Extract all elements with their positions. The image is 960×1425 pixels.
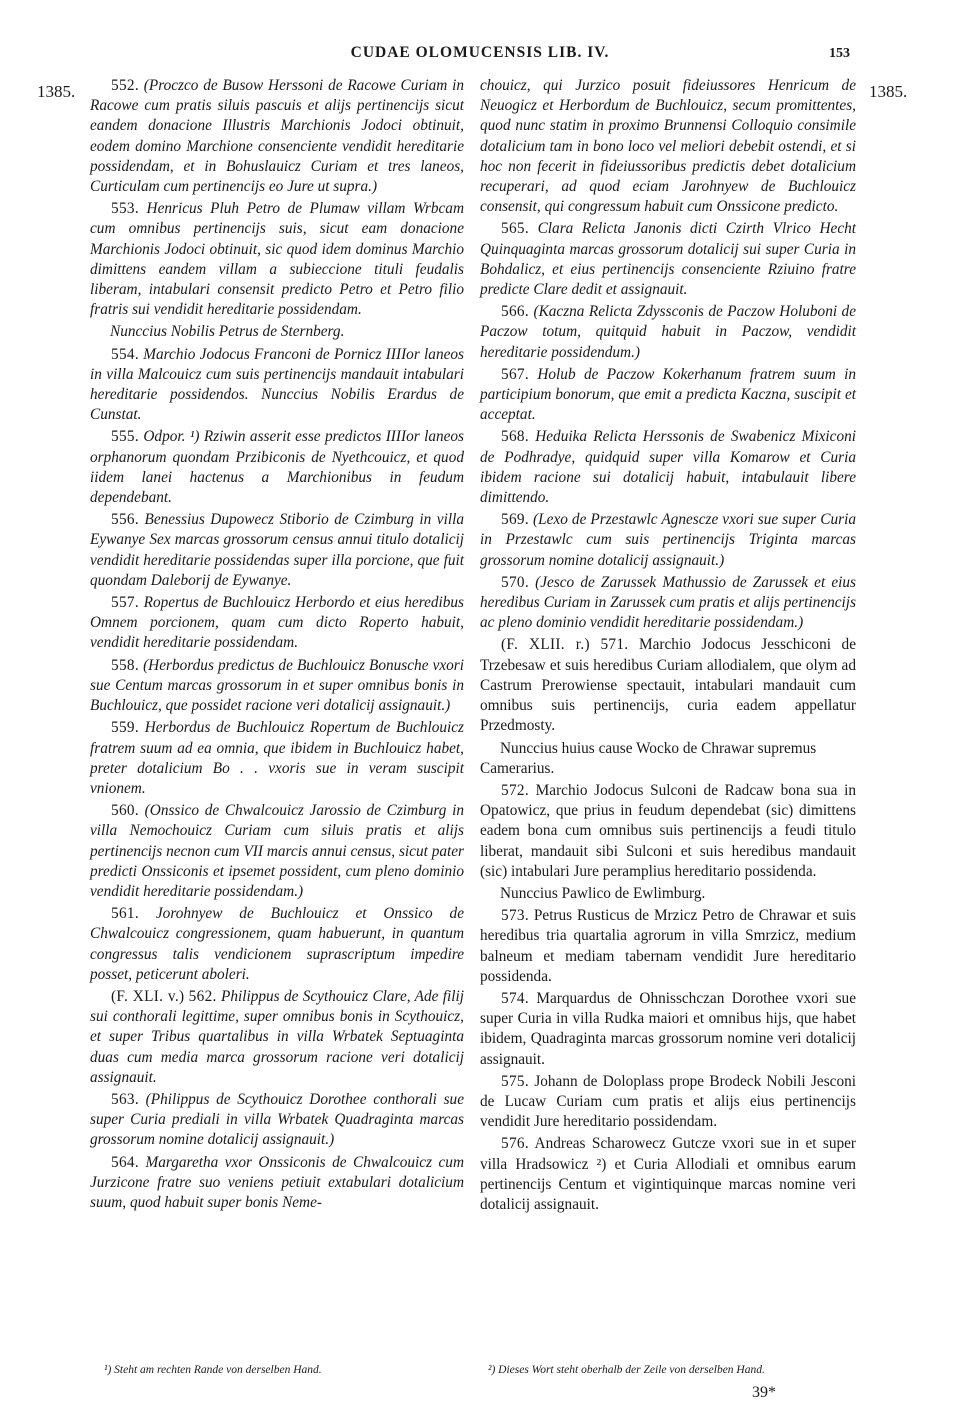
entry-number: 568.: [501, 428, 529, 446]
entry-text: Marquardus de Ohnisschczan Dorothee vxori sue super Curia in villa Rudka maiori et omnibus hijs, que habet ibidem, Quadraginta marcas grossorum nomine veri dotalicij assignauit.: [480, 989, 856, 1068]
entry-number: 570.: [501, 573, 529, 591]
entry-text: Philippus de Scythouicz Clare, Ade filij sui conthorali legittime, super omnibus bonis in Scythouicz, et super Tribus quartalibus in villa Wrbatek Septuaginta duas cum media marca grossorum racione veri dotalicij assignauit.: [90, 987, 464, 1086]
entry-paragraph: [90, 76, 464, 197]
entry-paragraph: [90, 593, 464, 654]
entry-paragraph: [480, 635, 856, 736]
entry-number: 572.: [501, 781, 529, 799]
entry-number: 574.: [501, 989, 529, 1007]
entry-number: 564.: [111, 1153, 139, 1171]
entry-paragraph: [90, 510, 464, 591]
year-margin-left: 1385.: [37, 82, 76, 101]
folio-reference: (F. XLI. v.): [111, 987, 185, 1005]
entry-paragraph: [480, 781, 856, 882]
entry-text: Jorohnyew de Buchlouicz et Onssico de Chwalcouicz congressionem, quam habuerunt, in quantum congressus talis vendicionem suprascriptum impedire posset, peticerunt aboleri.: [90, 905, 464, 983]
entry-text: Marchio Jodocus Jesschiconi de Trzebesaw et suis heredibus Curiam allodialem, que olym ad Castrum Prerowiense spectauit, intabulari mandauit cum omnibus suis pertinencijs, curia eadem appellatur Przedmosty.: [480, 636, 856, 735]
entry-number: 556.: [111, 511, 139, 529]
entry-text: Holub de Paczow Kokerhanum fratrem suum in participium bonorum, que emit a predicta Kaczna, suscipit et acceptat.: [480, 365, 856, 424]
entry-number: 561.: [111, 905, 139, 923]
entry-number: 562.: [188, 987, 217, 1005]
right-text-column: [480, 76, 856, 1217]
entry-number: 560.: [111, 802, 139, 820]
entry-paragraph: [480, 510, 856, 571]
entry-paragraph: [90, 427, 464, 508]
entry-paragraph: [90, 987, 464, 1088]
entry-text: Marchio Jodocus Franconi de Pornicz IIIIor laneos in villa Malcouicz cum suis pertinencijs mandauit intabulari hereditarie possidendos. Nunccius Nobilis Erardus de Cunstat.: [90, 345, 464, 424]
entry-paragraph: [480, 302, 856, 363]
entry-paragraph: [90, 199, 464, 320]
entry-number: 573.: [501, 907, 529, 925]
entry-text: Clara Relicta Janonis dicti Czirth Vlrico Hecht Quinquaginta marcas grossorum dotalicij sui super Curia in Bohdalicz, et eius pertinencijs consenciente Rziuino fratre predicte Clare dedit et assignauit.: [480, 220, 857, 299]
entry-number: 569.: [501, 511, 529, 529]
entry-text: Ropertus de Buchlouicz Herbordo et eius heredibus Omnem porcionem, quam cum dicto Roperto habuit, vendidit hereditarie possidendam.: [90, 594, 465, 652]
entry-number: 567.: [501, 365, 529, 383]
entry-text: Benessius Dupowecz Stiborio de Czimburg in villa Eywanye Sex marcas grossorum census annui titulo dotalicij vendidit hereditarie possidendas super illa porcione, que fuit quondam Daleborij de Eywanye.: [90, 511, 464, 589]
signature-mark: 39*: [752, 1384, 776, 1401]
entry-text: Johann de Doloplass prope Brodeck Nobili Jesconi de Lucaw Curiam cum pratis et alijs eius pertinencijs vendidit Jure hereditario possidendam.: [480, 1072, 856, 1131]
entry-text: (Proczco de Busow Herssoni de Racowe Curiam in Racowe cum pratis siluis pascuis et alijs pertinencijs sicut eandem donacione Illustris Marchionis Jodoci obtinuit, eodem domino Marchione consenciente vendidit hereditarie possidendam, et in Bohuslauicz Curiam et tres laneos, Curticulam cum pertinencijs eo Jure ut supra.): [90, 77, 464, 196]
left-text-column: [90, 76, 464, 1215]
messenger-note: Nunccius Pawlico de Ewlimburg.: [500, 884, 706, 902]
entry-paragraph: [90, 801, 464, 902]
folio-reference: (F. XLII. r.): [501, 636, 590, 654]
entry-text: (Lexo de Przestawlc Agnescze vxori sue super Curia in Przestawlc cum suis pertinencijs Triginta marcas grossorum nomine dotalicij assignauit.): [480, 511, 856, 569]
entry-paragraph: [480, 1134, 856, 1215]
entry-paragraph: [480, 427, 856, 508]
entry-text: Odpor. ¹) Rziwin asserit esse predictos IIIIor laneos orphanorum quondam Przibiconis de Nyethcouicz, et quod iidem lanei hactenus a Marchionibus in feudum dependebant.: [90, 428, 465, 507]
entry-text: (Onssico de Chwalcouicz Jarossio de Czimburg in villa Nemochouicz Curiam cum siluis pratis et alijs pertinencijs necnon cum VII marcis annui census, sicut pater predicti Onssiconis et ipsemet possident, cum pleno dominio vendidit hereditarie possidendam.): [90, 802, 464, 900]
entry-paragraph: [90, 1153, 464, 1214]
entry-number: 576.: [501, 1135, 529, 1153]
entry-number: 557.: [111, 594, 139, 612]
entry-number: 563.: [111, 1090, 139, 1108]
footnote-left: ¹) Steht am rechten Rande von derselben Hand.: [104, 1364, 322, 1376]
entry-text: Margaretha vxor Onssiconis de Chwalcouicz cum Jurzicone fratre suo veniens petiuit extabulari dotalicium suum, quod habuit super bonis Neme-: [90, 1153, 464, 1211]
entry-paragraph: [480, 573, 856, 634]
entry-number: 553.: [111, 200, 139, 218]
entry-text: Heduika Relicta Herssonis de Swabenicz Mixiconi de Podhradye, quidquid super villa Komarow et Curia ibidem racione sui dotalicij habuit, intabulauit libere dimittendo.: [480, 428, 856, 507]
entry-text: (Herbordus predictus de Buchlouicz Bonusche vxori sue Centum marcas grossorum in et super omnibus bonis in Buchlouicz, que possidet racione veri dotalicij assignauit.): [90, 656, 464, 715]
entry-text: (Kaczna Relicta Zdyssconis de Paczow Holuboni de Paczow totum, quitquid habuit in Paczow, vendidit hereditarie possidendum.): [480, 303, 856, 361]
entry-number: 559.: [111, 719, 139, 737]
entry-text: Henricus Pluh Petro de Plumaw villam Wrbcam cum omnibus pertinencijs suis, sicut eam donacione Marchionis Jodoci obtinuit, sic quod idem dominus Marchio dimittens eandem villam a subieccione tituli feudalis liberam, intabulari consensit predicto Petro et Petro filio fratris sui vendidit hereditarie possidendam.: [90, 200, 464, 319]
messenger-note: Nunccius huius cause Wocko de Chrawar supremus Camerarius.: [480, 739, 817, 777]
entry-paragraph: [480, 989, 856, 1070]
entry-paragraph: [90, 656, 464, 717]
messenger-note: Nunccius Nobilis Petrus de Sternberg.: [110, 323, 345, 341]
entry-number: 555.: [111, 428, 139, 446]
entry-paragraph: [480, 76, 856, 217]
entry-paragraph: [480, 906, 856, 987]
entry-number: 552.: [111, 77, 139, 94]
entry-paragraph: [480, 219, 856, 300]
entry-number: 565.: [501, 220, 529, 238]
entry-number: 575.: [501, 1072, 529, 1090]
entry-text: Herbordus de Buchlouicz Ropertum de Buchlouicz fratrem suum ad ea omnia, que ibidem in Buchlouicz habet, preter dotalicium Bo . . vxoris sue in veram suscipit vnionem.: [90, 719, 464, 797]
entry-paragraph: [90, 904, 464, 985]
entry-number: 571.: [600, 636, 629, 654]
entry-number: 558.: [111, 656, 139, 674]
running-header-title: CUDAE OLOMUCENSIS LIB. IV.: [350, 44, 610, 61]
entry-paragraph: [90, 1090, 464, 1151]
year-margin-right: 1385.: [869, 82, 908, 101]
footnote-right: ²) Dieses Wort steht oberhalb der Zeile von derselben Hand.: [488, 1364, 765, 1376]
entry-number: 554.: [111, 345, 139, 363]
entry-number: 566.: [501, 303, 529, 321]
entry-text: Marchio Jodocus Sulconi de Radcaw bona sua in Opatowicz, que prius in feudum dependebat (sic) dimittens eadem bona cum omnibus suis pertinencijs a feudi titulo liberat, mandauit sibi Sulconi et suis heredibus mandauit (sic) intabulari Jure peramplius hereditario possidenda.: [480, 781, 856, 880]
entry-text: Andreas Scharowecz Gutcze vxori sue in et super villa Hradsowicz ²) et Curia Allodiali et omnibus earum pertinencijs Centum et vigintiquinque marcas nomine veri dotalicij assignauit.: [480, 1135, 856, 1213]
entry-paragraph: [480, 365, 856, 426]
entry-text: (Philippus de Scythouicz Dorothee conthorali sue super Curia prediali in villa Wrbatek Quadraginta marcas grossorum nomine dotalicij assignauit.): [90, 1090, 464, 1149]
entry-text: (Jesco de Zarussek Mathussio de Zarussek et eius heredibus Curiam in Zarussek cum pratis et alijs pertinencijs ac pleno dominio vendidit hereditarie possidendam.): [480, 573, 856, 632]
entry-paragraph: [90, 718, 464, 799]
entry-paragraph: [480, 1072, 856, 1133]
entry-paragraph: [90, 345, 464, 426]
page-number: 153: [829, 46, 850, 61]
entry-text: chouicz, qui Jurzico posuit fideiussores Henricum de Neuogicz et Herbordum de Buchlouicz, secum promittentes, quod nunc statim in proximo Brunnensi Colloquio consimile dotalicium tam in bono loco vel meliori debebit ostendi, et si hoc non fecerit in fideiussoribus predictis debet dotalicium recuperari, ad quod eciam Jarohnyew de Buchlouicz consensit, qui congressum habuit cum Onssicone predicto.: [480, 77, 856, 216]
entry-text: Petrus Rusticus de Mrzicz Petro de Chrawar et suis heredibus tria quartalia agrorum in villa Smrzicz, medium balneum et mediam tabernam vendidit Jure hereditario possidenda.: [480, 907, 856, 985]
